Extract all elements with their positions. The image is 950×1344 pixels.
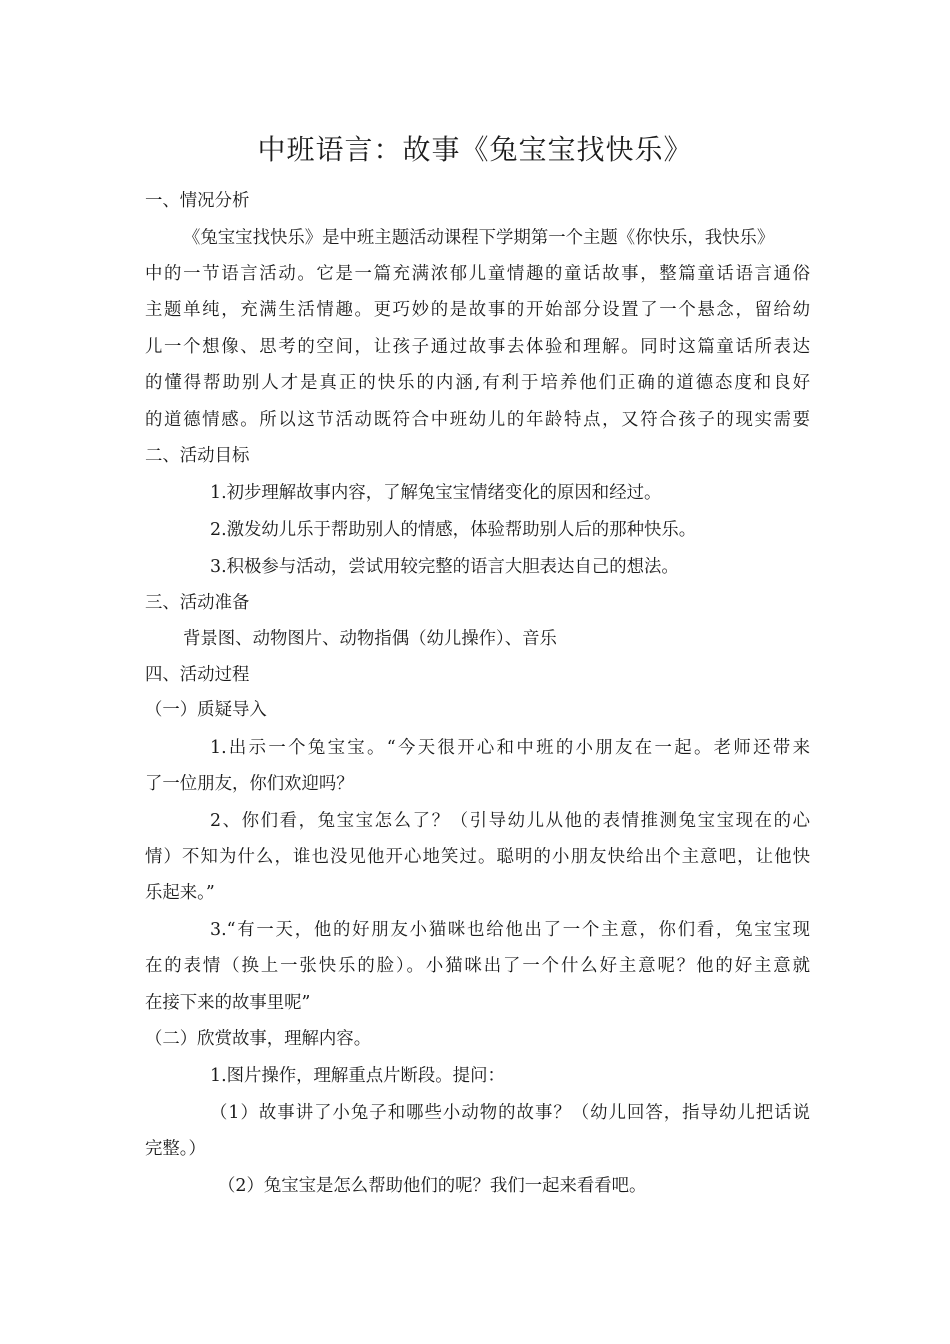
paragraph-line: 1.图片操作，理解重点片断段。提问：	[210, 1066, 505, 1086]
section-heading-goals: 二、活动目标	[145, 446, 250, 466]
paragraph-line: 乐起来。”	[145, 883, 215, 903]
goal-item: 1.初步理解故事内容，了解兔宝宝情绪变化的原因和经过。	[210, 483, 662, 503]
paragraph-line: 中的一节语言活动。它是一篇充满浓郁儿童情趣的童话故事，整篇童话语言通俗	[145, 264, 810, 284]
paragraph-line: 在接下来的故事里呢”	[145, 993, 311, 1013]
paragraph-line: 1.出示一个兔宝宝。“今天很开心和中班的小朋友在一起。老师还带来	[210, 738, 810, 758]
paragraph-line: 在的表情（换上一张快乐的脸）。小猫咪出了一个什么好主意呢？他的好主意就	[145, 956, 810, 976]
document-title: 中班语言：故事《兔宝宝找快乐》	[257, 133, 693, 166]
paragraph-line: 2、你们看，兔宝宝怎么了？（引导幼儿从他的表情推测兔宝宝现在的心	[210, 811, 810, 831]
subsection-heading-intro: （一）质疑导入	[145, 700, 267, 720]
paragraph-line: 了一位朋友，你们欢迎吗？	[145, 774, 354, 794]
paragraph-line: 情）不知为什么，谁也没见他开心地笑过。聪明的小朋友快给出个主意吧，让他快	[145, 847, 810, 867]
paragraph-line: 《兔宝宝找快乐》是中班主题活动课程下学期第一个主题《你快乐，我快乐》	[183, 228, 775, 248]
paragraph-line: 主题单纯，充满生活情趣。更巧妙的是故事的开始部分设置了一个悬念，留给幼	[145, 300, 810, 320]
subsection-heading-story: （二）欣赏故事，理解内容。	[145, 1029, 372, 1049]
paragraph-line: （2）兔宝宝是怎么帮助他们的呢？我们一起来看看吧。	[218, 1176, 647, 1196]
preparation-text: 背景图、动物图片、动物指偶（幼儿操作）、音乐	[183, 629, 557, 649]
paragraph-line: 完整。）	[145, 1139, 206, 1159]
paragraph-line: （1）故事讲了小兔子和哪些小动物的故事？（幼儿回答，指导幼儿把话说	[210, 1103, 810, 1123]
paragraph-line: 儿一个想像、思考的空间，让孩子通过故事去体验和理解。同时这篇童话所表达	[145, 337, 810, 357]
section-heading-analysis: 一、情况分析	[145, 191, 250, 211]
paragraph-line: 3.“有一天，他的好朋友小猫咪也给他出了一个主意，你们看，兔宝宝现	[210, 920, 810, 940]
section-heading-process: 四、活动过程	[145, 665, 250, 685]
section-heading-preparation: 三、活动准备	[145, 593, 250, 613]
goal-item: 3.积极参与活动，尝试用较完整的语言大胆表达自己的想法。	[210, 557, 679, 577]
paragraph-line: 的道德情感。所以这节活动既符合中班幼儿的年龄特点，又符合孩子的现实需要	[145, 410, 810, 430]
paragraph-line: 的懂得帮助别人才是真正的快乐的内涵,有利于培养他们正确的道德态度和良好	[145, 373, 810, 393]
goal-item: 2.激发幼儿乐于帮助别人的情感，体验帮助别人后的那种快乐。	[210, 520, 697, 540]
